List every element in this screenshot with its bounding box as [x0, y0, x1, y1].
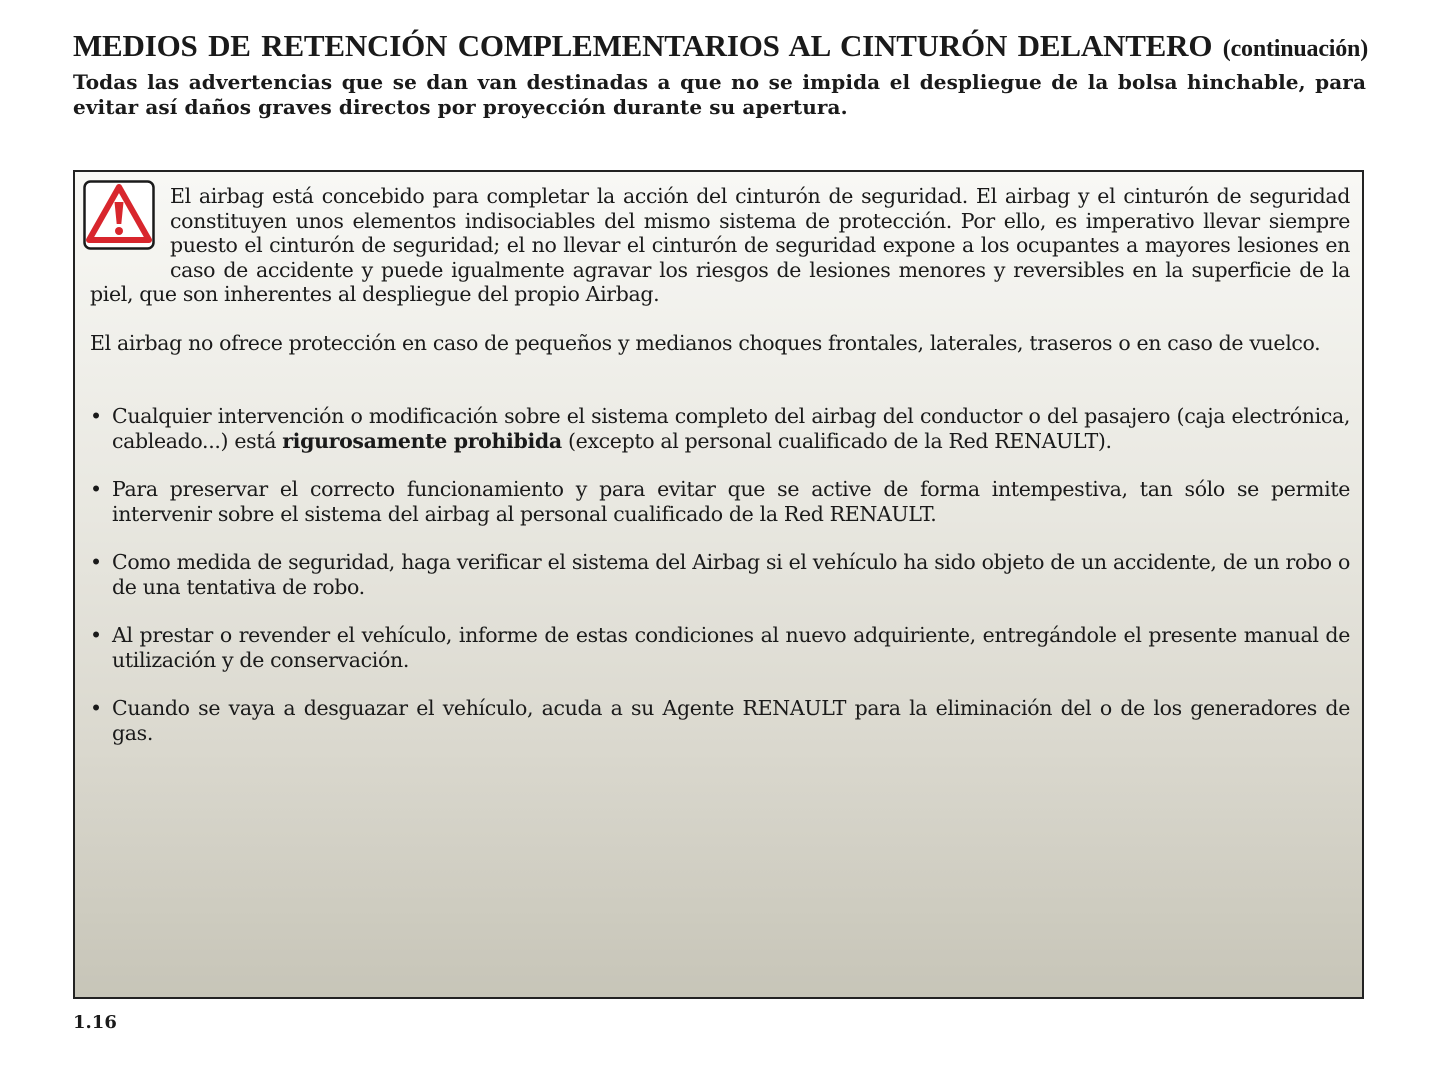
page-title: [73, 28, 1368, 67]
bullet-text: Al prestar o revender el vehículo, informe de estas condiciones al nuevo adquiriente, entregándole el presente manual de utilización y de conservación.: [112, 623, 1350, 672]
page-title-suffix: (continuación): [1222, 36, 1368, 62]
bullet-icon: •: [90, 404, 102, 428]
bullet-item: [90, 404, 1350, 453]
bullet-icon: •: [90, 696, 102, 720]
bullet-item: [90, 696, 1350, 745]
bullet-item: [90, 623, 1350, 672]
warning-box: [73, 170, 1364, 999]
bullet-text-end: (excepto al personal cualificado de la Red RENAULT).: [561, 428, 1112, 453]
bullet-item: [90, 477, 1350, 526]
warning-bullet-list: [90, 404, 1350, 745]
bullet-icon: •: [90, 623, 102, 647]
bullet-item: [90, 550, 1350, 599]
page-number: 1.16: [73, 1012, 117, 1033]
warning-paragraph-1: El airbag está concebido para completar la acción del cinturón de seguridad. El airbag y el cinturón de seguridad constituyen unos elementos indisociables del mismo sistema de protección. Por ello, es imperativo llevar siempre puesto el cinturón de seguridad; el no llevar el cinturón de seguridad expone a los ocupantes a mayores lesiones en caso de accidente y puede igualmente agravar los riesgos de lesiones menores y reversibles en la superficie de la piel, que son inherentes al despliegue del propio Airbag.: [90, 184, 1350, 306]
intro-text: Todas las advertencias que se dan van destinadas a que no se impida el despliegue de la bolsa hinchable, para evitar así daños graves directos por proyección durante su apertura.: [73, 70, 1366, 119]
bullet-text: Para preservar el correcto funcionamiento y para evitar que se active de forma intempestiva, tan sólo se permite intervenir sobre el sistema del airbag al personal cualificado de la Red RENAULT.: [112, 477, 1350, 526]
bullet-icon: •: [90, 550, 102, 574]
warning-paragraph-2: El airbag no ofrece protección en caso de pequeños y medianos choques frontales, laterales, traseros o en caso de vuelco.: [90, 330, 1321, 355]
bullet-text-start: Cualquier intervención o modificación sobre el sistema completo del airbag del conductor o del pasajero (caja electrónica, cableado...) está: [112, 404, 1350, 453]
warning-content: [90, 184, 1350, 769]
bullet-text: Como medida de seguridad, haga verificar el sistema del Airbag si el vehículo ha sido objeto de un accidente, de un robo o de una tentativa de robo.: [112, 550, 1350, 599]
bullet-text-bold: rigurosamente prohibida: [282, 428, 562, 453]
bullet-icon: •: [90, 477, 102, 501]
bullet-text: Cuando se vaya a desguazar el vehículo, acuda a su Agente RENAULT para la eliminación del o de los generadores de gas.: [112, 696, 1350, 745]
page-title-text: MEDIOS DE RETENCIÓN COMPLEMENTARIOS AL CINTURÓN DELANTERO: [73, 28, 1213, 63]
